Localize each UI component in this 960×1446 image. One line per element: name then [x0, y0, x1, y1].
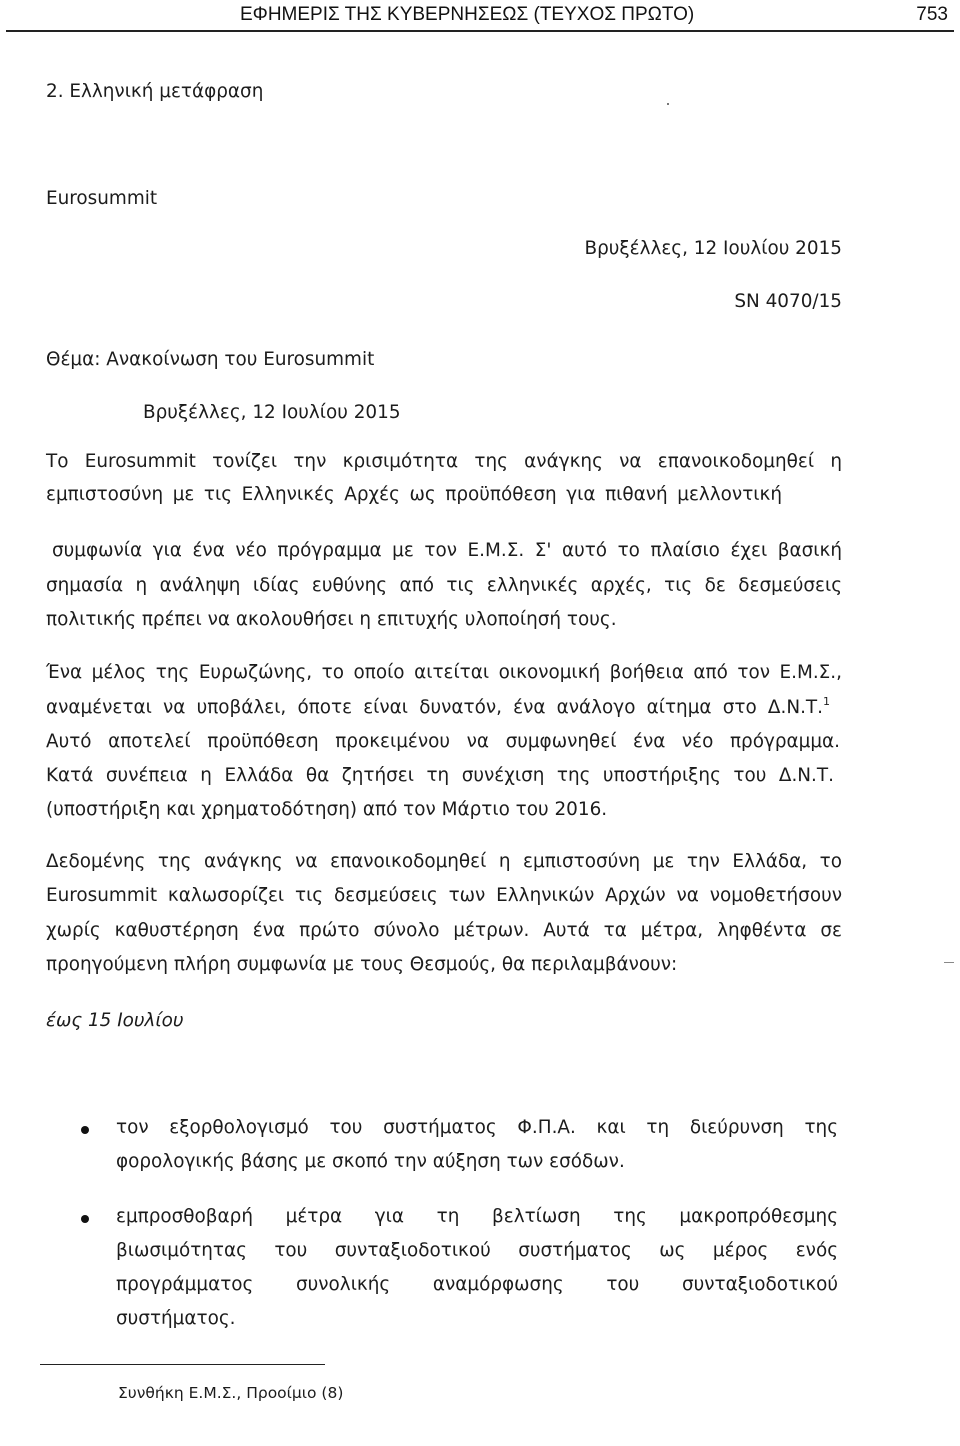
text-line: τον εξορθολογισμό του συστήματος Φ.Π.Α. και τη διεύρυνση της [116, 1117, 838, 1138]
text-line: συμφωνία για ένα νέο πρόγραμμα με τον Ε.Μ.Σ. Σ' αυτό το πλαίσιο έχει βασική [52, 540, 842, 561]
text-line: Ένα μέλος της Ευρωζώνης, το οποίο αιτείται οικονομική βοήθεια από τον Ε.Μ.Σ., [46, 662, 842, 683]
place-date: Βρυξέλλες, 12 Ιουλίου 2015 [584, 238, 842, 259]
text-line: πολιτικής πρέπει να ακολουθήσει η επιτυχής υλοποίησή τους. [46, 609, 617, 630]
text-line: Δεδομένης της ανάγκης να επανοικοδομηθεί η εμπιστοσύνη με την Ελλάδα, το [46, 851, 842, 872]
section-heading: 2. Ελληνική μετάφραση [46, 81, 264, 102]
page-number: 753 [916, 4, 948, 25]
text-line: Eurosummit καλωσορίζει τις δεσμεύσεις των Ελληνικών Αρχών να νομοθετήσουν [46, 885, 842, 906]
text-line: βιωσιμότητας του συνταξιοδοτικού συστήματος ως μέρος ενός [116, 1240, 838, 1261]
bullet-marker [81, 1126, 89, 1134]
text-line: Κατά συνέπεια η Ελλάδα θα ζητήσει τη συνέχιση της υποστήριξης του Δ.Ν.Τ. [46, 765, 834, 786]
scan-artifact [944, 962, 954, 963]
subject-line: Θέμα: Ανακοίνωση του Eurosummit [46, 349, 375, 370]
text-line: προγράμματος συνολικής αναμόρφωσης του συνταξιοδοτικού [116, 1274, 838, 1295]
text-line: συστήματος. [116, 1308, 236, 1329]
footnote-divider [40, 1364, 325, 1365]
text-line: Το Eurosummit τονίζει την κρισιμότητα της ανάγκης να επανοικοδομηθεί η [46, 451, 842, 472]
text-line: σημασία η ανάληψη ιδίας ευθύνης από τις ελληνικές αρχές, τις δε δεσμεύσεις [46, 575, 842, 596]
scan-artifact [667, 103, 669, 105]
org-name: Eurosummit [46, 188, 158, 209]
document-number: SN 4070/15 [734, 291, 842, 312]
text-line: χωρίς καθυστέρηση ένα πρώτο σύνολο μέτρων. Αυτά τα μέτρα, ληφθέντα σε [46, 920, 842, 941]
text-line: φορολογικής βάσης με σκοπό την αύξηση των εσόδων. [116, 1151, 625, 1172]
text-line: εμπροσθοβαρή μέτρα για τη βελτίωση της μακροπρόθεσμης [116, 1206, 838, 1227]
text-line: (υποστήριξη και χρηματοδότηση) από τον Μάρτιο του 2016. [46, 799, 608, 820]
deadline-heading: έως 15 Ιουλίου [46, 1010, 184, 1031]
text-line: εμπιστοσύνη με τις Ελληνικές Αρχές ως προϋπόθεση για πιθανή μελλοντική [46, 484, 782, 505]
bullet-marker [81, 1215, 89, 1223]
footnote-text: Συνθήκη Ε.Μ.Σ., Προοίμιο (8) [118, 1384, 344, 1402]
text-line: Αυτό αποτελεί προϋπόθεση προκειμένου να συμφωνηθεί ένα νέο πρόγραμμα. [46, 731, 840, 752]
gazette-title: ΕΦΗΜΕΡΙΣ ΤΗΣ ΚΥΒΕΡΝΗΣΕΩΣ (ΤΕΥΧΟΣ ΠΡΩΤΟ) [240, 4, 695, 25]
text-line [46, 697, 830, 718]
subject-date: Βρυξέλλες, 12 Ιουλίου 2015 [143, 402, 401, 423]
footnote-marker: 1 [823, 695, 830, 708]
text-line-content: αναμένεται να υποβάλει, όποτε είναι δυνατόν, ένα ανάλογο αίτημα στο Δ.Ν.Τ. [46, 697, 823, 718]
text-line: προηγούμενη πλήρη συμφωνία με τους Θεσμούς, θα περιλαμβάνουν: [46, 954, 678, 975]
